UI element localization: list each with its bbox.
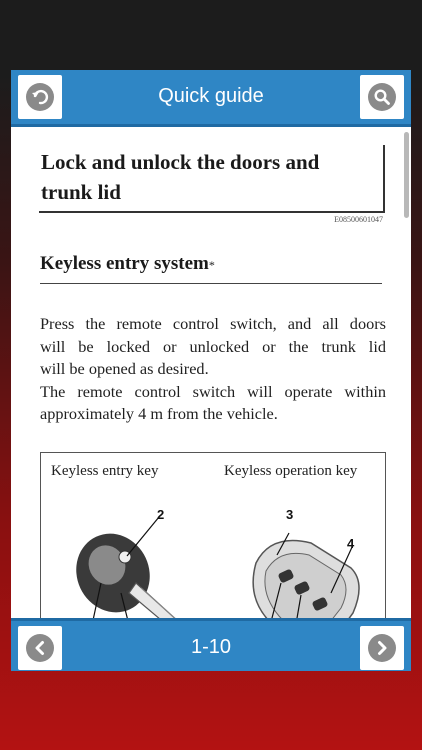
scrollbar-thumb[interactable] [404, 132, 409, 218]
search-icon [368, 83, 396, 111]
document-code: E08500601047 [334, 215, 383, 224]
key-illustration [41, 453, 385, 618]
bottom-bar [11, 618, 411, 671]
callout-3: 3 [286, 507, 294, 522]
subheading-divider [40, 283, 382, 284]
callout-4: 4 [347, 536, 355, 551]
subheading [40, 253, 215, 275]
paragraph-line: Press the remote control switch, and all doors [40, 314, 386, 333]
callout-2: 2 [157, 507, 165, 522]
app-title: Quick guide [158, 85, 264, 107]
key-figure [40, 452, 386, 618]
subheading-text: Keyless entry system [40, 253, 209, 274]
keyless-entry-key-drawing [63, 517, 191, 618]
section-title-line: Lock and unlock the doors and [41, 150, 320, 174]
paragraph-line: will be locked or unlocked or the trunk lid [40, 336, 386, 356]
figure-label-right: Keyless operation key [224, 463, 358, 479]
next-page-button[interactable] [360, 626, 404, 670]
paragraph-line: will be opened as desired. [40, 359, 209, 379]
page-number: 1-10 [190, 636, 232, 658]
paragraph-line: approximately 4 m from the vehicle. [40, 404, 278, 424]
figure-label-left: Keyless entry key [51, 463, 159, 479]
body-paragraph [40, 313, 386, 426]
section-title [41, 147, 381, 207]
subheading-mark: * [208, 258, 215, 272]
chevron-right-icon [368, 634, 396, 662]
app-window [11, 70, 411, 671]
document-page[interactable] [11, 127, 411, 618]
paragraph-line: The remote control switch will operate within [40, 381, 386, 401]
search-button[interactable] [360, 75, 404, 119]
top-bar [11, 70, 411, 127]
section-title-line: trunk lid [41, 180, 121, 204]
keyless-operation-key-drawing [253, 533, 359, 618]
